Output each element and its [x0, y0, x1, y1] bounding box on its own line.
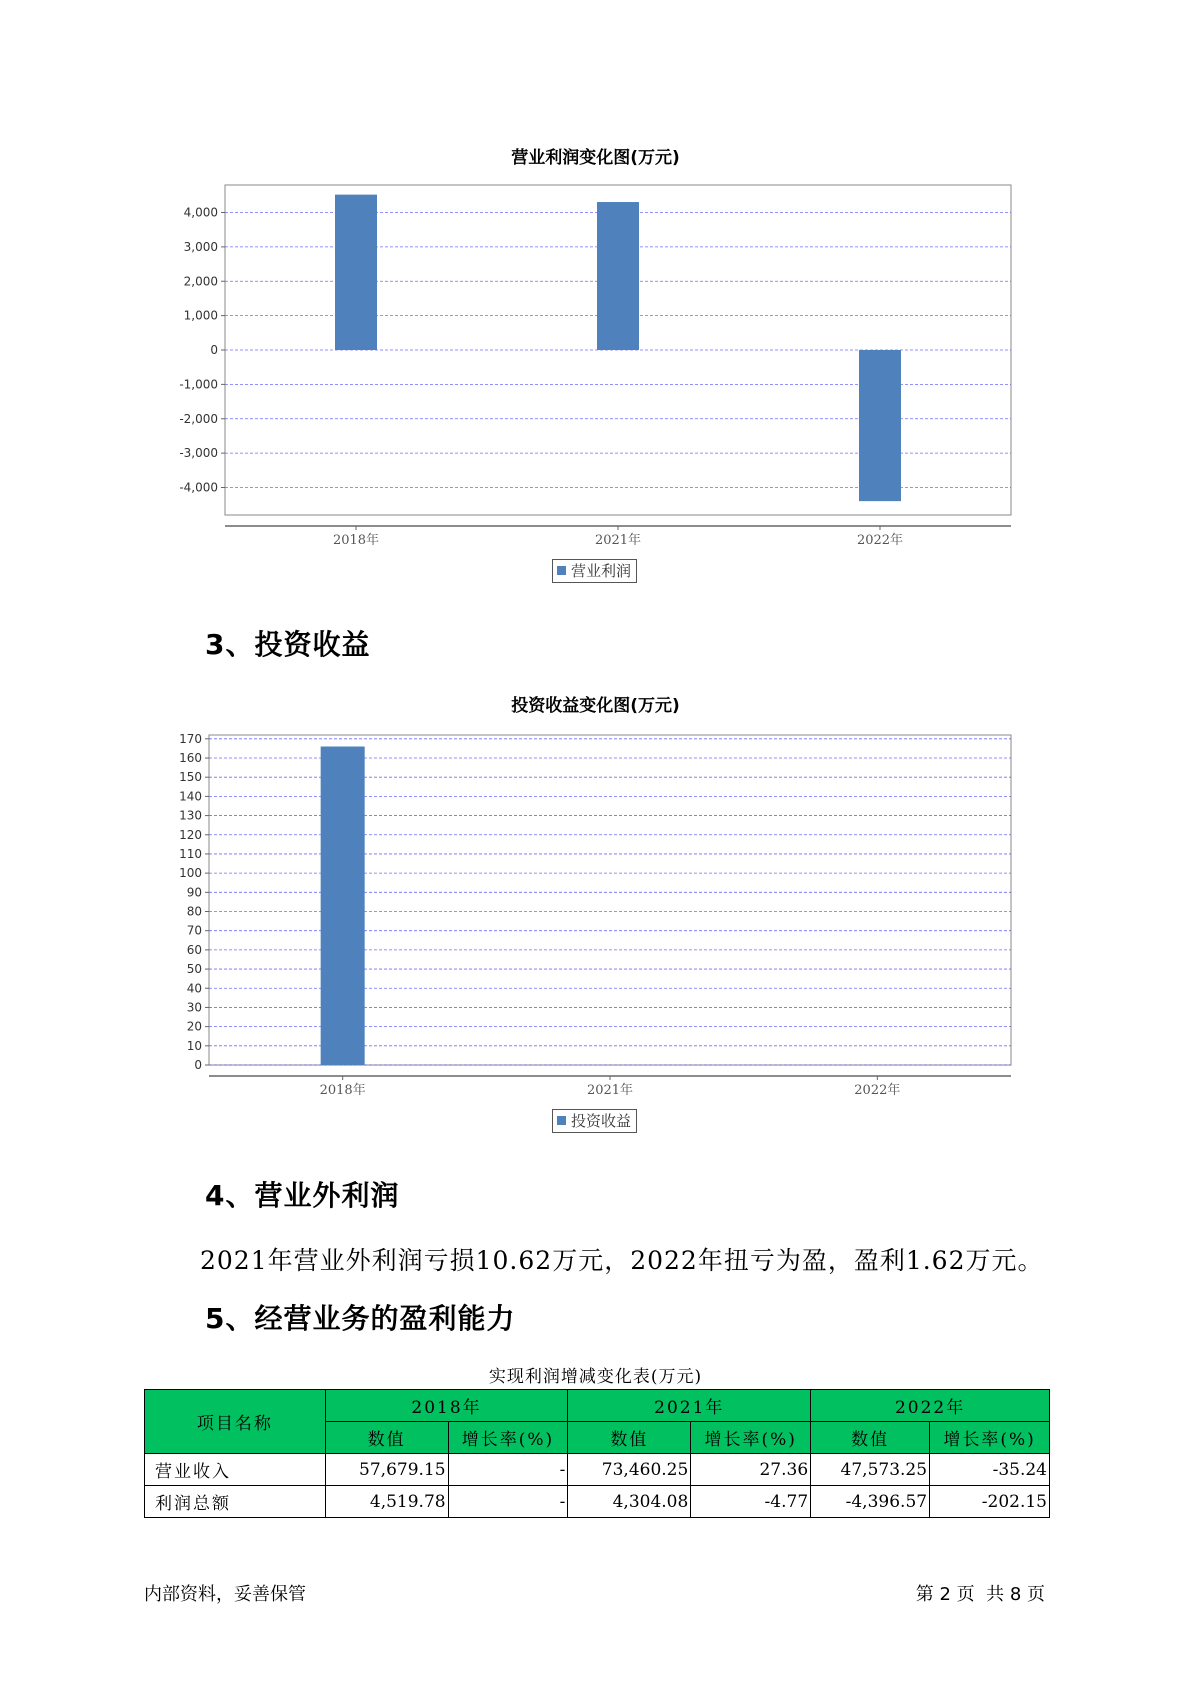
table-row [145, 1454, 1050, 1486]
table-cell: 57,679.15 [325, 1454, 448, 1486]
bar [335, 195, 377, 350]
y-tick-label: 120 [179, 827, 202, 842]
y-tick-label: 110 [179, 846, 202, 861]
y-tick-label: 1,000 [183, 308, 218, 323]
table-cell: 4,304.08 [568, 1486, 691, 1518]
y-tick-label: 40 [186, 981, 202, 996]
y-tick-label: 70 [186, 923, 202, 938]
y-tick-label: 30 [186, 1000, 202, 1015]
y-tick-label: 170 [179, 731, 202, 746]
y-tick-label: 3,000 [183, 239, 218, 254]
x-tick-label: 2022年 [854, 1083, 901, 1098]
y-tick-label: 80 [186, 904, 202, 919]
y-tick-label: 100 [179, 866, 202, 881]
x-tick-label: 2022年 [856, 533, 904, 548]
operating-profit-chart [0, 170, 1191, 550]
x-tick-label: 2018年 [319, 1083, 366, 1098]
table-row [145, 1486, 1050, 1518]
section-heading-profitability: 5、经营业务的盈利能力 [205, 1302, 516, 1335]
x-tick-label: 2021年 [594, 533, 642, 548]
y-tick-label: 150 [179, 770, 202, 785]
table-cell: - [448, 1454, 568, 1486]
table-cell: - [448, 1486, 568, 1518]
value-header: 数值 [325, 1422, 448, 1454]
y-tick-label: 0 [194, 1058, 202, 1072]
chart-title: 营业利润变化图(万元) [511, 148, 680, 168]
y-tick-label: -2,000 [179, 411, 218, 426]
legend-swatch-icon [557, 1116, 566, 1125]
y-tick-label: 20 [186, 1019, 202, 1034]
row-name: 营业收入 [145, 1454, 326, 1486]
y-tick-label: 4,000 [183, 205, 218, 220]
investment-income-chart [0, 720, 1191, 1100]
year-header: 2018年 [325, 1390, 568, 1422]
section-heading-non-operating-profit: 4、营业外利润 [205, 1179, 400, 1212]
item-name-header: 项目名称 [145, 1390, 326, 1454]
table-cell: 4,519.78 [325, 1486, 448, 1518]
footer-confidential-note: 内部资料，妥善保管 [144, 1584, 306, 1605]
y-tick-label: -1,000 [179, 377, 218, 392]
footer-page-number: 第 2 页 共 8 页 [915, 1584, 1045, 1605]
table-cell: 73,460.25 [568, 1454, 691, 1486]
y-tick-label: 130 [179, 808, 202, 823]
table-cell: -202.15 [930, 1486, 1050, 1518]
y-tick-label: -4,000 [179, 480, 218, 495]
table-cell: 27.36 [691, 1454, 811, 1486]
legend-label: 营业利润 [571, 562, 632, 580]
table-cell: -4.77 [691, 1486, 811, 1518]
legend-label: 投资收益 [571, 1112, 632, 1130]
x-tick-label: 2018年 [332, 533, 380, 548]
table-cell: -35.24 [930, 1454, 1050, 1486]
table-cell: 47,573.25 [811, 1454, 930, 1486]
bar [859, 350, 901, 501]
chart-legend [552, 559, 637, 583]
value-header: 数值 [811, 1422, 930, 1454]
y-tick-label: 140 [179, 789, 202, 804]
row-name: 利润总额 [145, 1486, 326, 1518]
y-tick-label: 10 [186, 1038, 202, 1053]
y-tick-label: 90 [186, 885, 202, 900]
value-header: 数值 [568, 1422, 691, 1454]
year-header: 2022年 [811, 1390, 1050, 1422]
growth-rate-header: 增长率(%) [448, 1422, 568, 1454]
bar [597, 202, 639, 350]
non-operating-profit-text: 2021年营业外利润亏损10.62万元，2022年扭亏为盈，盈利1.62万元。 [200, 1246, 1044, 1275]
y-tick-label: 60 [186, 942, 202, 957]
y-tick-label: 2,000 [183, 274, 218, 289]
legend-swatch-icon [557, 566, 566, 575]
growth-rate-header: 增长率(%) [691, 1422, 811, 1454]
profit-change-table [144, 1389, 1050, 1518]
y-tick-label: 0 [210, 343, 218, 357]
chart-legend [552, 1109, 637, 1133]
x-tick-label: 2021年 [586, 1083, 634, 1098]
y-tick-label: 50 [186, 962, 202, 977]
table-cell: -4,396.57 [811, 1486, 930, 1518]
table-caption: 实现利润增减变化表(万元) [488, 1367, 703, 1387]
y-tick-label: 160 [179, 751, 202, 766]
growth-rate-header: 增长率(%) [930, 1422, 1050, 1454]
bar [321, 747, 365, 1065]
section-heading-investment-income: 3、投资收益 [205, 628, 371, 661]
chart-title: 投资收益变化图(万元) [511, 696, 680, 716]
y-tick-label: -3,000 [179, 446, 218, 461]
year-header: 2021年 [568, 1390, 811, 1422]
